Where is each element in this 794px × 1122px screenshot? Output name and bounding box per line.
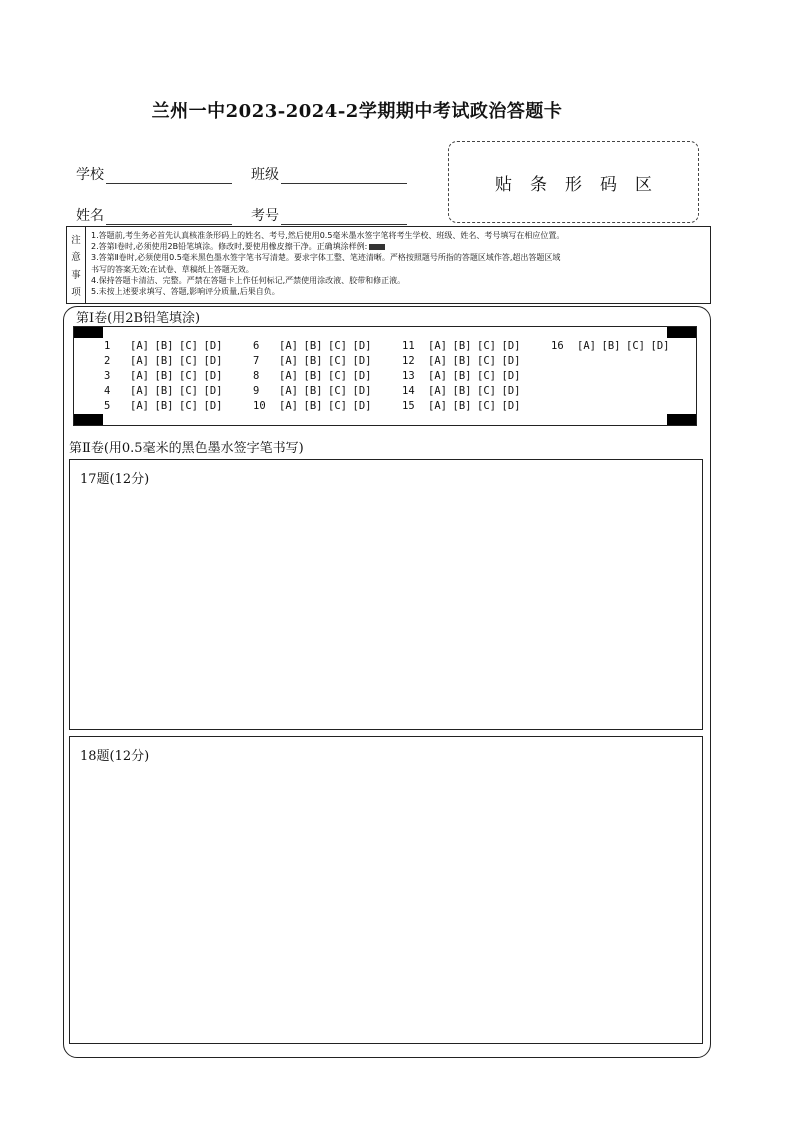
choice-bubble[interactable]: [A] [279, 370, 298, 382]
school-field[interactable] [76, 164, 232, 184]
choice-row [104, 369, 228, 384]
choice-bubble[interactable]: [C] [477, 340, 496, 352]
choice-bubble[interactable]: [D] [352, 340, 372, 352]
choice-row [104, 399, 228, 414]
choice-bubble[interactable]: [A] [130, 340, 149, 352]
choice-bubble[interactable]: [A] [577, 340, 596, 352]
exam-no-label: 考号 [251, 208, 279, 224]
name-field[interactable] [76, 205, 232, 225]
choice-bubble[interactable]: [C] [328, 370, 347, 382]
choice-bubble[interactable]: [D] [352, 400, 372, 412]
choice-bubble[interactable]: [A] [428, 370, 447, 382]
choice-bubble[interactable]: [C] [179, 340, 198, 352]
choice-bubble[interactable]: [B] [452, 385, 472, 397]
question-number: 16 [551, 340, 564, 352]
notes-side-label [67, 227, 86, 303]
choice-bubble[interactable]: [B] [303, 370, 323, 382]
choice-bubble[interactable]: [B] [601, 340, 621, 352]
section2-title: 第Ⅱ卷(用0.5毫米的黑色墨水签字笔书写) [69, 441, 304, 456]
section1-title: 第Ⅰ卷(用2B铅笔填涂) [76, 311, 201, 326]
notes-side-char: 项 [71, 287, 81, 299]
school-label: 学校 [76, 167, 104, 183]
exam-no-field[interactable] [251, 205, 407, 225]
question-number: 8 [253, 370, 260, 382]
choice-bubble[interactable]: [B] [452, 340, 472, 352]
choice-bubble[interactable]: [C] [477, 370, 496, 382]
choice-row [551, 339, 675, 354]
choice-bubble[interactable]: [A] [130, 400, 149, 412]
choice-bubble[interactable]: [D] [203, 385, 223, 397]
choice-bubble[interactable]: [B] [154, 355, 174, 367]
choice-bubble[interactable]: [D] [501, 385, 521, 397]
question-number: 11 [402, 340, 415, 352]
answer-box-17[interactable] [69, 459, 703, 730]
choice-bubble[interactable]: [B] [303, 400, 323, 412]
choice-bubble[interactable]: [D] [203, 400, 223, 412]
choice-row [104, 384, 228, 399]
choice-bubble[interactable]: [B] [303, 355, 323, 367]
choice-bubble[interactable]: [A] [279, 400, 298, 412]
question-number: 1 [104, 340, 111, 352]
choice-row [402, 399, 526, 414]
choice-bubble[interactable]: [C] [328, 400, 347, 412]
notes-side-char: 事 [71, 269, 81, 281]
choice-bubble[interactable]: [D] [203, 340, 223, 352]
class-blank[interactable] [281, 168, 407, 184]
choice-bubble[interactable]: [C] [477, 400, 496, 412]
choice-row [402, 369, 526, 384]
note-line: 书写的答案无效;在试卷、草稿纸上答题无效。 [91, 264, 254, 274]
choice-bubble[interactable]: [A] [428, 385, 447, 397]
choice-bubble[interactable]: [B] [154, 400, 174, 412]
name-label: 姓名 [76, 208, 104, 224]
choice-bubble[interactable]: [B] [154, 340, 174, 352]
choice-bubble[interactable]: [A] [279, 355, 298, 367]
corner-mark [74, 327, 103, 338]
choice-bubble[interactable]: [A] [130, 355, 149, 367]
choice-column [551, 339, 675, 354]
corner-mark [667, 414, 696, 425]
question-number: 9 [253, 385, 260, 397]
note-line-2 [91, 241, 705, 252]
notes-side-char: 注 [71, 234, 81, 246]
choice-bubble[interactable]: [C] [179, 370, 198, 382]
choice-bubble[interactable]: [C] [179, 400, 198, 412]
choice-bubble[interactable]: [D] [501, 355, 521, 367]
choice-row [253, 369, 377, 384]
choice-bubble[interactable]: [C] [626, 340, 645, 352]
question-label: 17题(12分) [80, 472, 150, 487]
choice-row [253, 339, 377, 354]
choice-bubble[interactable]: [C] [328, 385, 347, 397]
note-line: 4.保持答题卡清洁、完整。严禁在答题卡上作任何标记,严禁使用涂改液、胶带和修正液。 [91, 275, 406, 285]
choice-bubble[interactable]: [D] [501, 340, 521, 352]
exam-no-blank[interactable] [281, 209, 407, 225]
choice-row [104, 354, 228, 369]
choice-bubble[interactable]: [A] [279, 385, 298, 397]
question-number: 6 [253, 340, 260, 352]
choice-bubble[interactable]: [C] [328, 355, 347, 367]
choice-bubble[interactable]: [B] [303, 340, 323, 352]
choice-bubble[interactable]: [A] [279, 340, 298, 352]
question-number: 15 [402, 400, 415, 412]
choice-bubble[interactable]: [D] [650, 340, 670, 352]
corner-mark [74, 414, 103, 425]
question-number: 5 [104, 400, 111, 412]
class-field[interactable] [251, 164, 407, 184]
choice-row [402, 354, 526, 369]
choice-row [253, 354, 377, 369]
choice-bubble[interactable]: [B] [452, 400, 472, 412]
school-blank[interactable] [106, 168, 232, 184]
note-line: 5.未按上述要求填写、答题,影响评分质量,后果自负。 [91, 287, 280, 297]
choice-bubble[interactable]: [D] [352, 370, 372, 382]
name-blank[interactable] [106, 209, 232, 225]
note-line-text: 2.答第Ⅰ卷时,必须使用2B铅笔填涂。修改时,要使用橡皮擦干净。正确填涂样例: [91, 242, 368, 252]
barcode-area [448, 141, 699, 223]
choice-bubble[interactable]: [B] [154, 370, 174, 382]
question-number: 4 [104, 385, 111, 397]
choice-bubble[interactable]: [A] [428, 355, 447, 367]
barcode-label: 贴条形码区 [495, 174, 670, 195]
question-number: 14 [402, 385, 415, 397]
choice-bubble[interactable]: [C] [477, 355, 496, 367]
choice-bubble[interactable]: [B] [154, 385, 174, 397]
choice-bubble[interactable]: [D] [352, 385, 372, 397]
choice-bubble[interactable]: [B] [303, 385, 323, 397]
choice-bubble[interactable]: [D] [352, 355, 372, 367]
choice-row [402, 339, 526, 354]
choice-bubble[interactable]: [D] [501, 400, 521, 412]
question-number: 12 [402, 355, 415, 367]
fill-sample-swatch [369, 244, 385, 250]
question-number: 7 [253, 355, 260, 367]
notes-side-char: 意 [71, 252, 81, 264]
note-line: 3.答第Ⅱ卷时,必须使用0.5毫米黑色墨水签字笔书写清楚。要求字体工整、笔迹清晰。严格按照题号所指的答题区域作答,超出答题区域 [91, 253, 561, 263]
choice-row [253, 384, 377, 399]
class-label: 班级 [251, 167, 279, 183]
choice-bubble[interactable]: [A] [130, 370, 149, 382]
question-label: 18题(12分) [80, 749, 150, 764]
choice-bubble[interactable]: [C] [328, 340, 347, 352]
corner-mark [667, 327, 696, 338]
choice-bubble[interactable]: [B] [452, 370, 472, 382]
note-line: 1.答题前,考生务必首先认真核准条形码上的姓名、考号,然后使用0.5毫米墨水签字笔将考生学校、班级、姓名、考号填写在相应位置。 [91, 231, 565, 240]
choice-bubble[interactable]: [A] [428, 340, 447, 352]
notes-body [86, 227, 710, 303]
choice-bubble[interactable]: [D] [501, 370, 521, 382]
page-title: 兰州一中2023-2024-2学期期中考试政治答题卡 [151, 101, 563, 122]
choice-bubble[interactable]: [B] [452, 355, 472, 367]
answer-box-18[interactable] [69, 736, 703, 1044]
choice-bubble[interactable]: [D] [203, 370, 223, 382]
question-number: 10 [253, 400, 266, 412]
choice-column [253, 339, 377, 414]
choice-column [402, 339, 526, 414]
choice-bubble[interactable]: [C] [477, 385, 496, 397]
question-number: 3 [104, 370, 111, 382]
choice-bubble[interactable]: [D] [203, 355, 223, 367]
choice-row [253, 399, 377, 414]
question-number: 2 [104, 355, 111, 367]
choice-bubble[interactable]: [C] [179, 385, 198, 397]
choice-column [104, 339, 228, 414]
notes-box [66, 226, 711, 304]
choice-bubble[interactable]: [A] [428, 400, 447, 412]
choice-bubble[interactable]: [A] [130, 385, 149, 397]
choice-bubble[interactable]: [C] [179, 355, 198, 367]
choice-row [402, 384, 526, 399]
choice-row [104, 339, 228, 354]
question-number: 13 [402, 370, 415, 382]
